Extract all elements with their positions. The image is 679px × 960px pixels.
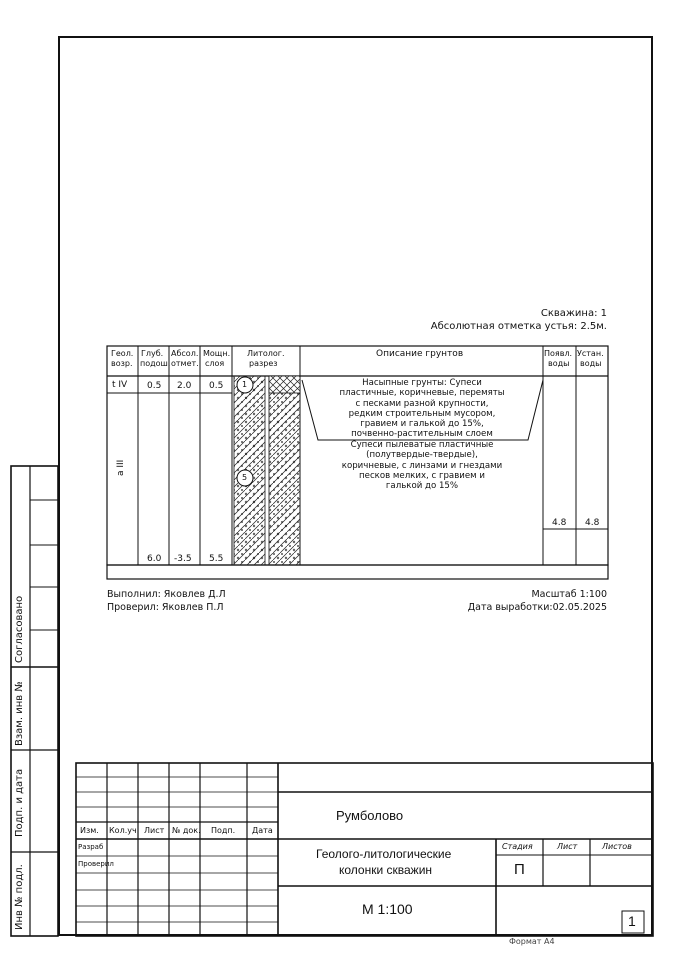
layer2-desc-line: песков мелких, с гравием и — [359, 470, 485, 481]
performed-by: Выполнил: Яковлев Д.Л — [107, 589, 226, 600]
tb-doc-title-1: Геолого-литологические — [316, 847, 452, 861]
water-set-value: 4.8 — [585, 518, 600, 528]
header-water-set-2: воды — [580, 359, 602, 368]
tb-row-developer: Разраб — [78, 843, 104, 851]
tb-col-sign: Подп. — [211, 826, 236, 835]
borehole-title: Скважина: 1 — [540, 308, 607, 319]
header-litho-1: Литолог. — [247, 349, 285, 358]
tb-page-number: 1 — [628, 913, 636, 929]
header-water-set-1: Устан. — [577, 349, 604, 358]
layer1-desc-line: пластичные, коричневые, перемяты — [339, 388, 505, 399]
tb-doc-title-2: колонки скважин — [339, 863, 433, 877]
header-water-appear-2: воды — [548, 359, 570, 368]
header-depth-1: Глуб. — [141, 349, 164, 358]
tb-col-doc: № док. — [172, 826, 201, 835]
tb-col-izm: Изм. — [80, 826, 99, 835]
header-thickness-1: Мощн. — [203, 349, 231, 358]
layer2-age: a III — [116, 459, 126, 476]
side-sign-date: Подп. и дата — [14, 768, 25, 837]
header-thickness-2: слоя — [205, 359, 225, 368]
header-description: Описание грунтов — [376, 349, 464, 359]
layer1-thickness: 0.5 — [209, 381, 224, 391]
tb-sheet-label: Лист — [557, 842, 578, 851]
borehole-elevation: Абсолютная отметка устья: 2.5м. — [430, 321, 607, 332]
layer1-depth: 0.5 — [147, 381, 162, 391]
layer1-desc-line: Насыпные грунты: Супеси — [362, 378, 482, 388]
layer2-number: 5 — [242, 473, 248, 482]
header-water-appear-1: Появл. — [544, 349, 573, 358]
checked-by: Проверил: Яковлев П.Л — [107, 602, 224, 613]
layer2-desc-line: (полутвердые-твердые), — [366, 450, 478, 461]
layer2-thickness: 5.5 — [209, 554, 224, 564]
tb-scale: М 1:100 — [362, 901, 413, 917]
date-note: Дата выработки:02.05.2025 — [467, 602, 607, 613]
layer1-age: t IV — [112, 380, 128, 390]
tb-row-checker: Проверил — [78, 860, 114, 868]
header-geo-age-1: Геол. — [111, 349, 134, 358]
layer1-desc-line: с песками разной крупности, — [355, 398, 489, 409]
tb-col-kol: Кол.уч. — [109, 826, 140, 835]
tb-sheets-label: Листов — [602, 842, 632, 851]
layer1-desc-line: почвенно-растительным слоем — [351, 429, 493, 440]
header-litho-2: разрез — [249, 359, 278, 368]
side-replaced: Взам. инв № — [14, 681, 25, 746]
tb-stage-label: Стадия — [502, 842, 533, 851]
layer1-number: 1 — [242, 380, 248, 389]
tb-col-list: Лист — [144, 826, 165, 835]
tb-col-date: Дата — [252, 826, 273, 835]
header-abs-1: Абсол. — [171, 349, 199, 358]
scale-note: Масштаб 1:100 — [531, 589, 607, 600]
layer2-desc-line: галькой до 15% — [385, 481, 459, 492]
tb-stage-value: П — [514, 861, 525, 878]
layer2-desc-line: Супеси пылеватые пластичные — [350, 440, 494, 450]
layer1-desc-line: гравием и галькой до 15%, — [360, 419, 484, 430]
layer2-abs: -3.5 — [174, 554, 192, 564]
side-inv-no: Инв № подл. — [14, 864, 25, 930]
tb-format: Формат А4 — [509, 937, 555, 946]
tb-project: Румболово — [336, 808, 404, 823]
side-agreed: Согласовано — [14, 595, 25, 663]
header-depth-2: подош. — [140, 359, 171, 368]
layer2-depth: 6.0 — [147, 554, 162, 564]
header-geo-age-2: возр. — [111, 359, 133, 368]
layer1-abs: 2.0 — [177, 381, 192, 391]
header-abs-2: отмет. — [171, 359, 199, 368]
water-appear-value: 4.8 — [552, 518, 567, 528]
layer2-desc-line: коричневые, с линзами и гнездами — [341, 460, 503, 471]
layer1-desc-line: редким строительным мусором, — [348, 408, 496, 419]
